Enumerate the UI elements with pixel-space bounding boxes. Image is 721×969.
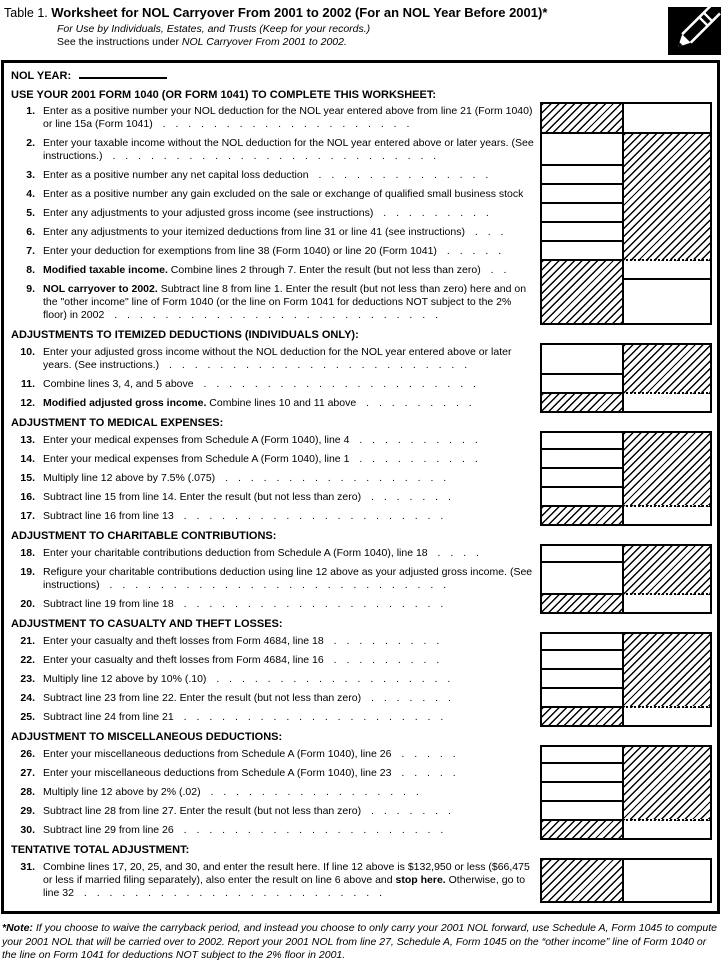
dot-leader: . . . . . . . . . . . . . . . . . . . . . . . . xyxy=(159,359,468,371)
line-text: Enter your miscellaneous deductions from Schedule A (Form 1040), line 26 . . . . . xyxy=(43,748,456,760)
line-number: 27. xyxy=(20,767,35,779)
dot-leader: . . . . . . . . . . . . . . . . . . . . . xyxy=(173,510,444,522)
dot-leader: . . . . . . . . . . . . . . . . . . . . . . . . . . . xyxy=(99,579,447,591)
dot-leader: . . . . . . . . . xyxy=(373,207,489,219)
line-text: Subtract line 29 from line 26 . . . . . . . . . . . . . . . . . . . . . xyxy=(43,824,444,836)
entry-cell[interactable] xyxy=(622,708,712,727)
line-text: Combine lines 3, 4, and 5 above . . . . . . . . . . . . . . . . . . . . . . xyxy=(43,378,476,390)
line-number: 17. xyxy=(20,510,35,522)
line-item xyxy=(7,488,540,507)
entry-cell[interactable] xyxy=(622,394,712,413)
line-item xyxy=(7,544,540,563)
dot-leader: . . . . . . . . . . . . . . xyxy=(308,169,489,181)
worksheet-box xyxy=(1,60,720,914)
line-item xyxy=(7,689,540,708)
line-number: 16. xyxy=(20,491,35,503)
section-header: ADJUSTMENT TO CHARITABLE CONTRIBUTIONS: xyxy=(11,530,277,542)
dot-leader: . . . . . . . . . . . . . . . . . . xyxy=(215,472,447,484)
line-text: Enter as a positive number any net capital loss deduction . . . . . . . . . . . . . . xyxy=(43,169,489,181)
line-number: 5. xyxy=(26,207,35,219)
line-item xyxy=(7,595,540,614)
line-text: NOL carryover to 2002. Subtract line 8 from line 1. Enter the result (but not less than zero) here and on the "other income" line of Form 1040 (or the line on Form 1041 for deductions NOT subject to the 2% floor) in 2002 . . . . . . . . . . . . . . . . . . . . . . . . . . xyxy=(43,283,527,321)
line-text: Multiply line 12 above by 10% (.10) . . . . . . . . . . . . . . . . . . . xyxy=(43,673,451,685)
shaded-cell xyxy=(540,392,624,413)
see-instructions xyxy=(57,36,668,49)
line-number: 8. xyxy=(26,264,35,276)
entry-cell[interactable] xyxy=(622,595,712,614)
page-title: Worksheet for NOL Carryover From 2001 to 2002 (For an NOL Year Before 2001)* xyxy=(51,5,548,20)
shaded-cell xyxy=(540,819,624,840)
line-text: Enter your adjusted gross income without the NOL deduction for the NOL year entered above or later years. (See instructions.) . . . . . . . . . . . . . . . . . . . . . . . . xyxy=(43,346,512,371)
entry-cell[interactable] xyxy=(540,561,624,595)
shaded-cell xyxy=(540,706,624,727)
dot-leader: . . . . . xyxy=(391,748,456,760)
line-item xyxy=(7,431,540,450)
dot-leader: . . . . . . . . . . xyxy=(349,434,478,446)
line-item xyxy=(7,651,540,670)
line-group xyxy=(7,858,712,903)
line-item xyxy=(7,185,540,204)
line-number: 20. xyxy=(20,598,35,610)
shaded-cell xyxy=(622,544,712,595)
nol-year-label: NOL YEAR: xyxy=(11,70,72,82)
line-item xyxy=(7,166,540,185)
nol-year-row xyxy=(7,66,712,87)
dot-leader: . . . . xyxy=(427,547,479,559)
line-number: 2. xyxy=(26,137,35,149)
dot-leader: . . . . . . . . . . . . . . . . . . . . . . . . xyxy=(73,887,382,899)
line-text: Enter your medical expenses from Schedule A (Form 1040), line 1 . . . . . . . . . . xyxy=(43,453,478,465)
line-item xyxy=(7,102,540,134)
table-label: Table 1. xyxy=(4,6,48,20)
title-line xyxy=(4,5,668,20)
line-number: 9. xyxy=(26,283,35,295)
line-number: 18. xyxy=(20,547,35,559)
section-header: ADJUSTMENTS TO ITEMIZED DEDUCTIONS (INDIVIDUALS ONLY): xyxy=(11,329,359,341)
line-item xyxy=(7,783,540,802)
see-instructions-reference: NOL Carryover From 2001 to 2002. xyxy=(181,36,347,48)
line-text: Enter your medical expenses from Schedule A (Form 1040), line 4 . . . . . . . . . . xyxy=(43,434,478,446)
section-header: TENTATIVE TOTAL ADJUSTMENT: xyxy=(11,844,190,856)
line-item xyxy=(7,223,540,242)
dot-leader: . . . . . xyxy=(436,245,502,257)
line-item xyxy=(7,507,540,526)
entry-cell[interactable] xyxy=(540,781,624,802)
line-item xyxy=(7,261,540,280)
intro-heading: USE YOUR 2001 FORM 1040 (OR FORM 1041) TO COMPLETE THIS WORKSHEET: xyxy=(11,89,437,101)
line-number: 7. xyxy=(26,245,35,257)
line-number: 19. xyxy=(20,566,35,578)
entry-cell[interactable] xyxy=(622,507,712,526)
footnote xyxy=(0,914,721,969)
dot-leader: . . . . . . . . . . . . . . . . . . . . . xyxy=(173,824,444,836)
line-item xyxy=(7,802,540,821)
line-number: 15. xyxy=(20,472,35,484)
line-text: Combine lines 17, 20, 25, and 30, and enter the result here. If line 12 above is $132,950 or less ($66,475 or less if married filing separately), also enter the result on line 6 above and stop here. Otherwise, go to line 32 . . . . . . . . . . . . . . . . . . . . . . . . xyxy=(43,861,530,899)
section-header: ADJUSTMENT TO CASUALTY AND THEFT LOSSES: xyxy=(11,618,283,630)
line-text: Modified adjusted gross income. Combine lines 10 and 11 above . . . . . . . . . xyxy=(43,397,472,409)
dot-leader: . . . . . . . . . . . . . . . . . . . . . xyxy=(173,598,444,610)
line-text: Multiply line 12 above by 7.5% (.075) . . . . . . . . . . . . . . . . . . xyxy=(43,472,447,484)
dot-leader: . . . . . . . . . . . . . . . . . . . . . . . . . . xyxy=(104,309,438,321)
line-number: 30. xyxy=(20,824,35,836)
dot-leader: . . . . . . . . . . . . . . . . . . . . . xyxy=(173,711,444,723)
entry-cell[interactable] xyxy=(540,202,624,223)
shaded-cell xyxy=(540,858,624,903)
shaded-cell xyxy=(622,343,712,394)
nol-year-input[interactable] xyxy=(79,75,167,79)
dot-leader: . . . . . . . . . . xyxy=(349,453,478,465)
subtitle: For Use by Individuals, Estates, and Trusts (Keep for your records.) xyxy=(57,23,371,35)
dot-leader: . . . . . . . . . . . . . . . . . . . . xyxy=(152,118,410,130)
line-item xyxy=(7,343,540,375)
entry-cell[interactable] xyxy=(540,687,624,708)
line-text: Enter any adjustments to your adjusted gross income (see instructions) . . . . . . . . . xyxy=(43,207,489,219)
line-item xyxy=(7,821,540,840)
line-item xyxy=(7,764,540,783)
page-header xyxy=(0,0,721,58)
entry-cell[interactable] xyxy=(540,373,624,394)
line-number: 14. xyxy=(20,453,35,465)
line-item xyxy=(7,469,540,488)
line-group xyxy=(7,343,712,413)
line-item xyxy=(7,632,540,651)
entry-cell[interactable] xyxy=(540,762,624,783)
line-group xyxy=(7,102,712,325)
line-number: 24. xyxy=(20,692,35,704)
line-group xyxy=(7,544,712,614)
line-group xyxy=(7,431,712,526)
entry-cell[interactable] xyxy=(540,668,624,689)
line-item xyxy=(7,134,540,166)
entry-cell[interactable] xyxy=(540,221,624,242)
line-number: 31. xyxy=(20,861,35,873)
line-text: Enter any adjustments to your itemized deductions from line 31 or line 41 (see instructions) . . . xyxy=(43,226,504,238)
dot-leader: . . . . . . . . . xyxy=(323,635,440,647)
dot-leader: . . . . . xyxy=(391,767,456,779)
entry-cell[interactable] xyxy=(540,467,624,488)
line-text: Subtract line 28 from line 27. Enter the result (but not less than zero) . . . . . . . xyxy=(43,805,451,817)
entry-cell[interactable] xyxy=(622,278,712,325)
line-item xyxy=(7,563,540,595)
line-text: Enter your casualty and theft losses from Form 4684, line 16 . . . . . . . . . xyxy=(43,654,440,666)
shaded-cell xyxy=(540,505,624,526)
header-text xyxy=(4,5,668,49)
dot-leader: . . . . . . . . . xyxy=(356,397,472,409)
line-number: 4. xyxy=(26,188,35,200)
dot-leader: . . . . . . . . . . . . . . . . . . . . . . . . . . xyxy=(102,150,437,162)
line-text: Enter your deduction for exemptions from line 38 (Form 1040) or line 20 (Form 1041) . . . . . xyxy=(43,245,502,257)
entry-cell[interactable] xyxy=(540,164,624,185)
section-header: ADJUSTMENT TO MEDICAL EXPENSES: xyxy=(11,417,224,429)
line-item xyxy=(7,858,540,903)
shaded-cell xyxy=(622,745,712,821)
line-text: Subtract line 16 from line 13 . . . . . . . . . . . . . . . . . . . . . xyxy=(43,510,444,522)
line-item xyxy=(7,670,540,689)
line-number: 25. xyxy=(20,711,35,723)
dot-leader: . . . xyxy=(464,226,504,238)
line-item xyxy=(7,242,540,261)
entry-cell[interactable] xyxy=(540,448,624,469)
entry-cell[interactable] xyxy=(622,821,712,840)
shaded-cell xyxy=(540,593,624,614)
entry-cell[interactable] xyxy=(540,486,624,507)
shaded-cell xyxy=(622,132,712,261)
footnote-text: If you choose to waive the carryback period, and instead you choose to only carry your 2001 NOL forward, use Schedule A, Form 1045 to compute your 2001 NOL that will be carried over to 2002. Report your 2001 NOL from line 27, Schedule A, Form 1045 on the “other income” line of Form 1040 or the line on Form 1041 for deductions NOT subject to the 2% floor in 2001. xyxy=(2,922,717,961)
line-number: 23. xyxy=(20,673,35,685)
line-number: 13. xyxy=(20,434,35,446)
dot-leader: . . . . . . . xyxy=(361,692,451,704)
entry-cell[interactable] xyxy=(622,858,712,903)
dot-leader: . . xyxy=(480,264,507,276)
line-number: 10. xyxy=(20,346,35,358)
line-item xyxy=(7,745,540,764)
line-number: 21. xyxy=(20,635,35,647)
pencil-icon xyxy=(668,7,721,55)
line-number: 28. xyxy=(20,786,35,798)
line-item xyxy=(7,450,540,469)
line-number: 11. xyxy=(20,378,35,390)
dot-leader: . . . . . . . xyxy=(361,805,451,817)
line-text: Subtract line 23 from line 22. Enter the result (but not less than zero) . . . . . . . xyxy=(43,692,451,704)
see-instructions-prefix: See the instructions under xyxy=(57,36,182,48)
line-item xyxy=(7,280,540,325)
line-text: Enter as a positive number your NOL deduction for the NOL year entered above from line 21 (Form 1040) or line 15a (Form 1041) . . . . . . . . . . . . . . . . . . . . xyxy=(43,105,533,130)
dot-leader: . . . . . . . . . . . . . . . . . . . . . . xyxy=(193,378,476,390)
line-item xyxy=(7,375,540,394)
footnote-label: *Note: xyxy=(2,922,33,934)
entry-cell[interactable] xyxy=(540,800,624,821)
line-text: Subtract line 24 from line 21 . . . . . . . . . . . . . . . . . . . . . xyxy=(43,711,444,723)
line-text: Multiply line 12 above by 2% (.02) . . . . . . . . . . . . . . . . . xyxy=(43,786,419,798)
section-header: ADJUSTMENT TO MISCELLANEOUS DEDUCTIONS: xyxy=(11,731,283,743)
line-text: Enter your miscellaneous deductions from Schedule A (Form 1040), line 23 . . . . . xyxy=(43,767,456,779)
line-number: 22. xyxy=(20,654,35,666)
line-text: Modified taxable income. Combine lines 2 through 7. Enter the result (but not less than zero) . . xyxy=(43,264,507,276)
line-number: 26. xyxy=(20,748,35,760)
entry-cell[interactable] xyxy=(540,240,624,261)
shaded-cell xyxy=(622,632,712,708)
line-number: 1. xyxy=(26,105,35,117)
entry-cell[interactable] xyxy=(540,649,624,670)
dot-leader: . . . . . . . xyxy=(361,491,451,503)
line-group xyxy=(7,745,712,840)
entry-cell[interactable] xyxy=(540,132,624,166)
line-number: 6. xyxy=(26,226,35,238)
entry-cell[interactable] xyxy=(622,102,712,134)
line-text: Subtract line 19 from line 18 . . . . . . . . . . . . . . . . . . . . . xyxy=(43,598,444,610)
line-number: 29. xyxy=(20,805,35,817)
shaded-cell xyxy=(622,431,712,507)
dot-leader: . . . . . . . . . . . . . . . . . . . xyxy=(206,673,451,685)
dot-leader: . . . . . . . . . . . . . . . . . xyxy=(200,786,419,798)
line-text: Subtract line 15 from line 14. Enter the result (but not less than zero) . . . . . . . xyxy=(43,491,451,503)
line-text: Enter as a positive number any gain excluded on the sale or exchange of qualified small business stock xyxy=(43,188,524,200)
line-item xyxy=(7,394,540,413)
line-item xyxy=(7,708,540,727)
line-text: Enter your taxable income without the NOL deduction for the NOL year entered above or later years. (See instructions.) . . . . . . . . . . . . . . . . . . . . . . . . . . xyxy=(43,137,534,162)
line-number: 12. xyxy=(20,397,35,409)
entry-cell[interactable] xyxy=(540,183,624,204)
entry-cell[interactable] xyxy=(540,343,624,375)
dot-leader: . . . . . . . . . xyxy=(323,654,440,666)
line-group xyxy=(7,632,712,727)
shaded-cell xyxy=(540,102,624,134)
line-text: Enter your casualty and theft losses from Form 4684, line 18 . . . . . . . . . xyxy=(43,635,440,647)
line-text: Refigure your charitable contributions deduction using line 12 above as your adjusted gross income. (See instructions) . . . . . . . . . . . . . . . . . . . . . . . . . . . xyxy=(43,566,533,591)
line-item xyxy=(7,204,540,223)
shaded-cell xyxy=(540,259,624,325)
line-number: 3. xyxy=(26,169,35,181)
line-text: Enter your charitable contributions deduction from Schedule A (Form 1040), line 18 . . . . xyxy=(43,547,479,559)
worksheet-body xyxy=(7,102,712,903)
